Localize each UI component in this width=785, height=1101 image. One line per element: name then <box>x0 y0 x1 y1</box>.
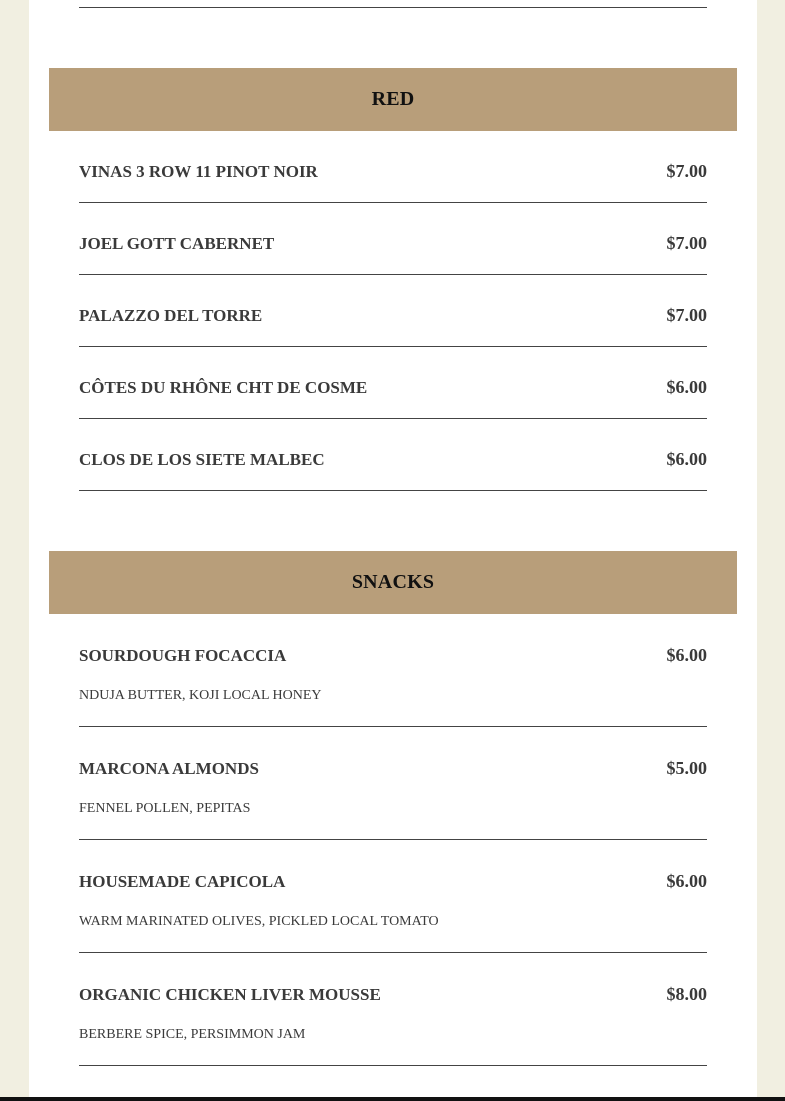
item-name: VINAS 3 ROW 11 PINOT NOIR <box>79 162 318 181</box>
menu-item <box>79 953 707 1066</box>
section-title-snacks: SNACKS <box>49 551 737 614</box>
item-list-red <box>79 131 707 491</box>
section-title-red: RED <box>49 68 737 131</box>
item-name: HOUSEMADE CAPICOLA <box>79 872 286 891</box>
item-price: $6.00 <box>666 645 707 665</box>
section-red <box>49 68 737 491</box>
item-price: $6.00 <box>666 871 707 891</box>
item-price: $6.00 <box>666 377 707 397</box>
item-price: $8.00 <box>666 984 707 1004</box>
menu-item <box>79 203 707 275</box>
menu-item <box>79 727 707 840</box>
item-price: $6.00 <box>666 449 707 469</box>
item-name: SOURDOUGH FOCACCIA <box>79 646 287 665</box>
item-name: ORGANIC CHICKEN LIVER MOUSSE <box>79 985 381 1004</box>
item-name: JOEL GOTT CABERNET <box>79 234 275 253</box>
menu-item <box>79 131 707 203</box>
item-price: $7.00 <box>666 305 707 325</box>
item-price: $7.00 <box>666 161 707 181</box>
item-description: FENNEL POLLEN, PEPITAS <box>79 801 251 816</box>
item-price: $7.00 <box>666 233 707 253</box>
item-name: MARCONA ALMONDS <box>79 759 259 778</box>
item-name: CLOS DE LOS SIETE MALBEC <box>79 450 325 469</box>
divider <box>79 7 707 8</box>
item-description: NDUJA BUTTER, KOJI LOCAL HONEY <box>79 688 322 703</box>
item-name: CÔTES DU RHÔNE CHT DE COSME <box>79 378 368 397</box>
menu-item <box>79 419 707 491</box>
item-name: PALAZZO DEL TORRE <box>79 306 263 325</box>
menu-item <box>79 347 707 419</box>
menu-item <box>79 614 707 727</box>
bottom-edge-bar <box>0 1097 785 1101</box>
item-price: $5.00 <box>666 758 707 778</box>
section-snacks <box>49 551 737 1066</box>
menu-page <box>29 0 757 1101</box>
item-description: WARM MARINATED OLIVES, PICKLED LOCAL TOMATO <box>79 914 439 929</box>
menu-item <box>79 840 707 953</box>
menu-item <box>79 275 707 347</box>
item-list-snacks <box>79 614 707 1066</box>
item-description: BERBERE SPICE, PERSIMMON JAM <box>79 1027 306 1042</box>
